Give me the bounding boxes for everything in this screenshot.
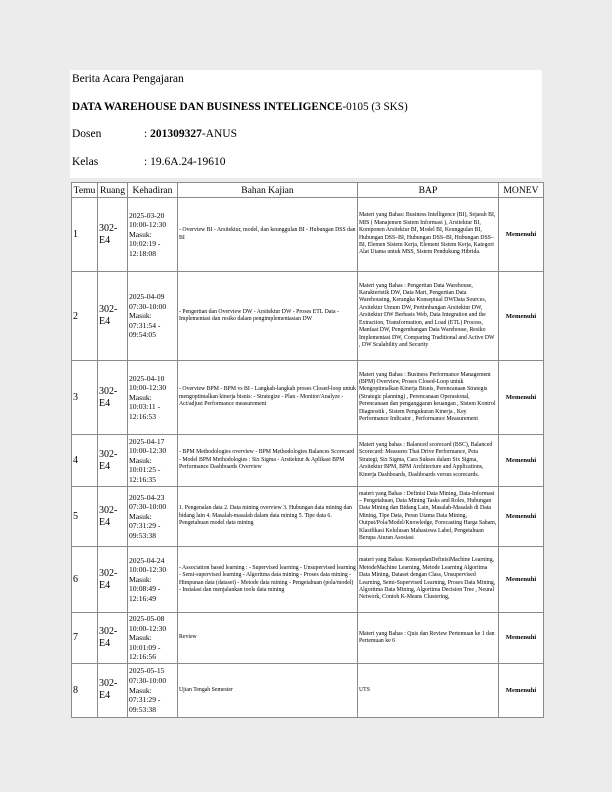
cell-temu: 8	[72, 663, 98, 717]
tanggal: 2025-04-10	[129, 373, 165, 383]
cell-ruang: 302-E4	[98, 487, 128, 547]
tanggal: 2025-05-08	[129, 614, 165, 623]
masuk-time: 10:01:09 - 12:16:56	[129, 642, 161, 662]
course-code: -0105 (3 SKS)	[342, 101, 408, 113]
cell-bap: Materi yang Bahas: Business Intelligence (BI), Sejarah BI, MIS ( Manajemen Sistem Informasi ), Arsitektur BI, Komponen Arsitektur BI, Model BI, Keunggulan BI, Hubungan DSS–BI, Hubungan DSS–BI, Hubungan DSS–BI, Elemen Sistem Kerja, Element Sistem Kerja, Kategori Alat Utama untuk MSS, Sistem Pendukung Hibrida.	[358, 198, 499, 272]
tanggal: 2025-05-15	[129, 666, 165, 676]
cell-monev: Memenuhi	[499, 198, 544, 272]
document-title: Berita Acara Pengajaran	[72, 73, 184, 85]
cell-bahan-kajian: Ujian Tengah Semester	[178, 663, 358, 717]
cell-monev: Memenuhi	[499, 547, 544, 613]
cell-ruang: 302-E4	[98, 613, 128, 664]
cell-bahan-kajian: Review	[178, 613, 358, 664]
table-row	[72, 435, 544, 487]
kelas-value: : 19.6A.24-19610	[144, 156, 226, 168]
cell-bahan-kajian: - Pengertian dan Overview DW - Arsitektur DW - Proses ETL Data - Implementasi dan resiko dalam pengimplementasian DW	[178, 272, 358, 361]
cell-bap: Materi yang Bahas : Pengertian Data Warehouse, Karakteristik DW, Data Mart, Pengertian Data Warehousing, Kerangka Konseptual DWData Sources, Arsitektur Umum DW, Pertimbangan Arsitektur DW, Arsitektur DW Berbasis Web, Data Integration and the Extraction, Transformation, and Load (ETL) Process, Manfaat DW, Pengembangan Data Warehouse, Resiko Implementasi DW, Comparing Traditional and Active DW , DW Scalability and Security	[358, 272, 499, 361]
table-header-row	[72, 183, 544, 198]
cell-kehadiran	[128, 198, 178, 272]
masuk-time: 10:08:49 - 12:16:49	[129, 584, 161, 603]
col-header-temu: Temu	[72, 183, 98, 198]
masuk-label: Masuk:	[129, 685, 152, 695]
cell-temu: 4	[72, 435, 98, 487]
col-header-kehadiran: Kehadiran	[128, 183, 178, 198]
cell-monev: Memenuhi	[499, 272, 544, 361]
tanggal: 2025-03-20	[129, 210, 165, 220]
col-header-bap: BAP	[358, 183, 499, 198]
table-row	[72, 487, 544, 547]
tanggal: 2025-04-17	[129, 436, 165, 446]
cell-kehadiran	[128, 487, 178, 547]
masuk-time: 07:31:54 - 09:54:05	[129, 320, 161, 340]
jam: 07:30-10:00	[129, 301, 167, 311]
tanggal: 2025-04-23	[129, 492, 165, 502]
bap-table	[71, 182, 544, 718]
masuk-label: Masuk:	[129, 633, 152, 643]
cell-bahan-kajian: - Overview BI - Arsitektur, model, dan keunggulan BI - Hubungan DSS dan BI	[178, 198, 358, 272]
cell-monev: Memenuhi	[499, 435, 544, 487]
jam: 10:00-12:30	[129, 565, 167, 575]
cell-ruang: 302-E4	[98, 198, 128, 272]
cell-kehadiran	[128, 663, 178, 717]
col-header-bahan-kajian: Bahan Kajian	[178, 183, 358, 198]
cell-bap: UTS	[358, 663, 499, 717]
cell-bap: Materi yang Bahas : Business Performance Management (BPM) Overview, Proses Closed-Loop untuk Mengoptimalkan Kinerja Bisnis, Perencanaan Strategis (Strategic planning) , Perencanaan Operasional, Perencanaan dan penganggaran keuangan , Sistem Kontrol Diagnostik , Sistem Pengukuran Kinerja , Key Performance Indicator , Performance Measurement	[358, 361, 499, 435]
cell-monev: Memenuhi	[499, 613, 544, 664]
tanggal: 2025-04-09	[129, 292, 165, 302]
cell-ruang: 302-E4	[98, 361, 128, 435]
jam: 10:00-12:30	[129, 383, 167, 393]
cell-bahan-kajian: - Association based learning : - Supervised learning - Unsupervised learning - Semi-supervised learning - Algoritma data mining - Proses data mining - Himpunan data (dataset) - Metode data mining - Pengetahuan (pola/model) - Instalasi dan menjalankan tools data mining	[178, 547, 358, 613]
cell-kehadiran	[128, 272, 178, 361]
table-row	[72, 198, 544, 272]
table-row	[72, 361, 544, 435]
cell-monev: Memenuhi	[499, 487, 544, 547]
jam: 10:00-12:30	[129, 623, 167, 633]
masuk-label: Masuk:	[129, 229, 152, 239]
cell-temu: 7	[72, 613, 98, 664]
cell-temu: 1	[72, 198, 98, 272]
cell-bap: Materi yang Bahas : Quis dan Review Pertemuan ke 1 dan Pertemuan ke 6	[358, 613, 499, 664]
jam: 10:00-12:30	[129, 446, 167, 456]
masuk-time: 07:31:29 - 09:53:38	[129, 695, 161, 714]
masuk-time: 10:02:19 - 12:18:08	[129, 239, 161, 258]
masuk-label: Masuk:	[129, 455, 152, 465]
cell-bap: Materi yang bahas : Balanced scorecard (BSC), Balanced Scorecard: Measures That Drive Performance, Peta Strategi, Six Sigma, Cara Sukses dalam Six Sigma, Arsitektur BPM, BPM Architecture and Applications, Kinerja Dashboards, Dashboards versus scorecards.	[358, 435, 499, 487]
cell-monev: Memenuhi	[499, 663, 544, 717]
masuk-label: Masuk:	[129, 574, 152, 584]
dosen-value	[144, 128, 237, 140]
jam: 07:30-10:00	[129, 676, 167, 686]
masuk-time: 07:31:29 - 09:53:38	[129, 521, 161, 540]
cell-kehadiran	[128, 613, 178, 664]
cell-temu: 5	[72, 487, 98, 547]
table-row	[72, 663, 544, 717]
course-title	[72, 101, 408, 113]
jam: 07:30-10:00	[129, 502, 167, 512]
cell-ruang: 302-E4	[98, 272, 128, 361]
cell-temu: 2	[72, 272, 98, 361]
jam: 10:00-12:30	[129, 220, 167, 230]
dosen-separator: :	[144, 128, 151, 140]
cell-bahan-kajian: - Overview BPM - BPM vs BI - Langkah-langkah proses Closed-loop untuk mengoptimalkan kinerja bisnis: - Strategize - Plan - Monitor/Analyze - Act/adjust Performance measurement	[178, 361, 358, 435]
table-row	[72, 613, 544, 664]
masuk-label: Masuk:	[129, 511, 152, 521]
masuk-time: 10:03:11 - 12:16:53	[129, 402, 161, 421]
cell-temu: 3	[72, 361, 98, 435]
table-row	[72, 272, 544, 361]
cell-temu: 6	[72, 547, 98, 613]
cell-kehadiran	[128, 435, 178, 487]
masuk-time: 10:01:25 - 12:16:35	[129, 465, 161, 484]
cell-ruang: 302-E4	[98, 547, 128, 613]
tanggal: 2025-04-24	[129, 555, 165, 565]
dosen-id: 201309327	[150, 128, 202, 140]
col-header-ruang: Ruang	[98, 183, 128, 198]
dosen-name: -ANUS	[201, 128, 237, 140]
masuk-label: Masuk:	[129, 392, 152, 402]
course-name: DATA WAREHOUSE DAN BUSINESS INTELIGENCE	[72, 101, 343, 113]
cell-bahan-kajian: - BPM Methodologies overview - BPM Methodologies Balances Scorecard - Model BPM Methodologies : Six Sigma - Arsitektur & Aplikasi BPM Performance Dashboards Overview	[178, 435, 358, 487]
cell-bahan-kajian: 1. Pengenalan data 2. Data mining overview 3. Hubungan data mining dan bidang lain 4. Masalah-masalah dalam data mining 5. Tipe data 6. Pengetahuan model data mining	[178, 487, 358, 547]
cell-ruang: 302-E4	[98, 435, 128, 487]
cell-monev: Memenuhi	[499, 361, 544, 435]
header-block	[70, 70, 542, 178]
cell-kehadiran	[128, 361, 178, 435]
col-header-monev: MONEV	[499, 183, 544, 198]
masuk-label: Masuk:	[129, 311, 152, 321]
cell-ruang: 302-E4	[98, 663, 128, 717]
cell-bap: materi yang Bahas : Definisi Data Mining, Data-Informasi – Pengetahuan, Data Mining Tasks and Roles, Hubungan Data Mining dan Bidang Lain, Masalah-Masalah di Data Mining, Tipe Data, Peran Utama Data Mining, Output/Pola/Model/Knowledge, Forecasting Harga Saham, Klasifikasi Kelulusan Mahasiswa Label, Pengetahuan Berupa Aturan Asosiasi	[358, 487, 499, 547]
kelas-label: Kelas	[72, 156, 99, 168]
table-row	[72, 547, 544, 613]
cell-kehadiran	[128, 547, 178, 613]
cell-bap: materi yang Bahas: KonsepdanDefinisiMachine Learning, MetodeMachine Learning, Metode Learning Algoritma Data Mining, Dataset dengan Class, Unsupervised Learning, Semi-Supervised Learning, Proses Data Mining, Algoritma Data Mining, Algoritma Decision Tree , Neural Network, Contoh K-Means Clustering,	[358, 547, 499, 613]
dosen-label: Dosen	[72, 128, 102, 140]
